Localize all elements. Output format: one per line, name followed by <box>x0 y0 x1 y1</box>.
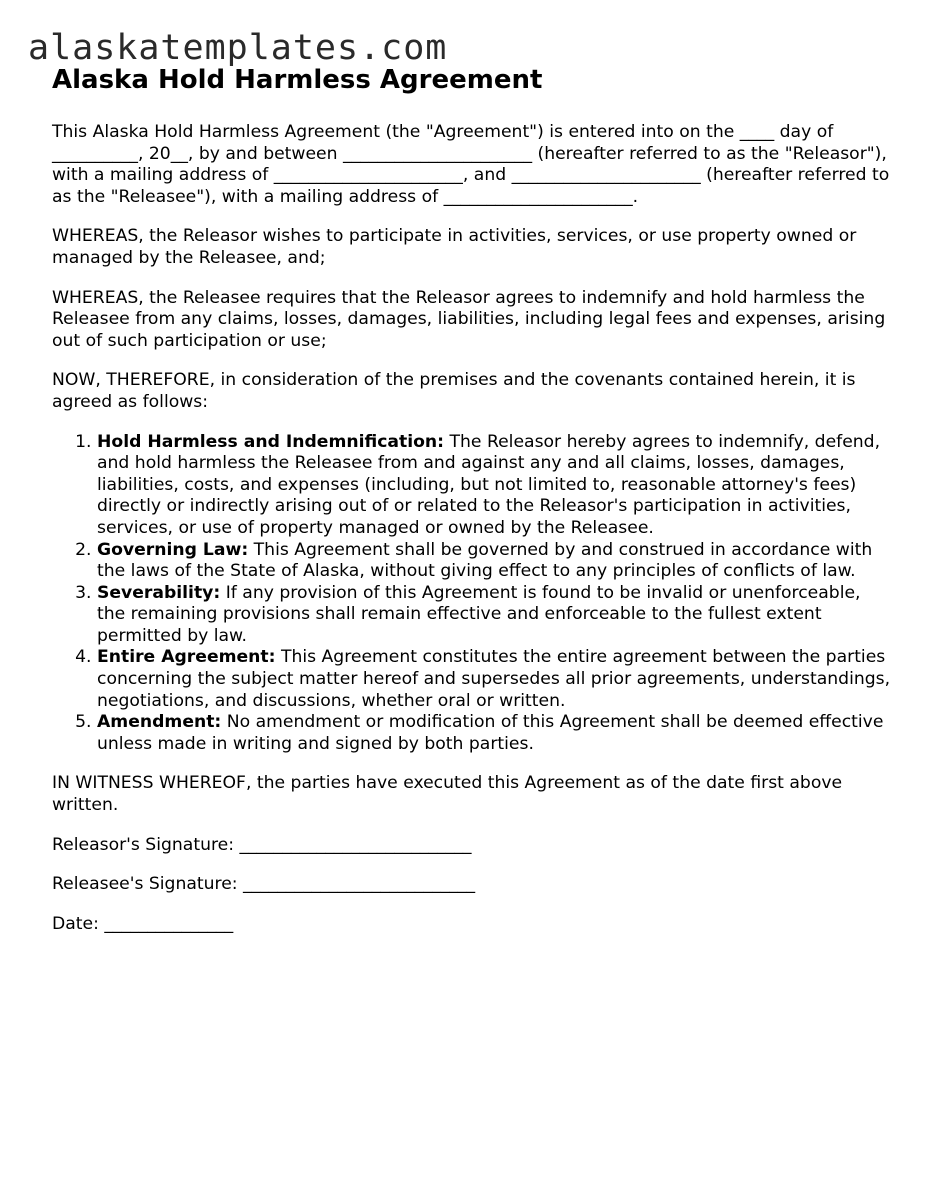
intro-paragraph: This Alaska Hold Harmless Agreement (the "Agreement") is entered into on the ____ day of __________, 20__, by and between ______________________ (hereafter referred to as the "Releasor"), with a mailing address of ______________________, and ______________________ (hereafter referred to as the "Releasee"), with a mailing address of ______________________. <box>52 122 890 207</box>
releasee-signature-line: Releasee's Signature: ___________________________ <box>52 874 476 895</box>
clause-item <box>97 540 892 583</box>
agreement-document <box>52 62 892 953</box>
now-therefore-paragraph: NOW, THEREFORE, in consideration of the premises and the covenants contained herein, it is agreed as follows: <box>52 370 856 412</box>
clauses-list <box>52 432 892 756</box>
clause-item <box>97 647 892 712</box>
whereas-paragraph-1: WHEREAS, the Releasor wishes to participate in activities, services, or use property owned or managed by the Releasee, and; <box>52 226 857 268</box>
clause-heading: Entire Agreement: <box>97 647 276 668</box>
clause-text: The Releasor hereby agrees to indemnify, defend, and hold harmless the Releasee from and against any and all claims, losses, damages, liabilities, costs, and expenses (including, but not limited to, reasonable attorney's fees) directly or indirectly arising out of or related to the Releasor's participation in activities, services, or use of property managed or owned by the Releasee. <box>97 431 881 538</box>
clause-text: This Agreement shall be governed by and construed in accordance with the laws of the State of Alaska, without giving effect to any principles of conflicts of law. <box>97 539 873 582</box>
whereas-paragraph-2: WHEREAS, the Releasee requires that the Releasor agrees to indemnify and hold harmless the Releasee from any claims, losses, damages, liabilities, including legal fees and expenses, arising out of such participation or use; <box>52 287 886 351</box>
document-title: Alaska Hold Harmless Agreement <box>52 65 543 95</box>
clause-text: No amendment or modification of this Agreement shall be deemed effective unless made in writing and signed by both parties. <box>97 712 884 754</box>
releasor-signature-line: Releasor's Signature: ___________________________ <box>52 834 472 855</box>
site-watermark: alaskatemplates.com <box>28 28 448 68</box>
clause-heading: Governing Law: <box>97 539 249 560</box>
clause-text: This Agreement constitutes the entire agreement between the parties concerning the subject matter hereof and supersedes all prior agreements, understandings, negotiations, and discussions, whether oral or written. <box>97 647 891 711</box>
clause-item <box>97 432 892 540</box>
clause-item <box>97 583 892 648</box>
date-line: Date: _______________ <box>52 913 234 934</box>
clause-item <box>97 712 892 755</box>
clause-text: If any provision of this Agreement is found to be invalid or unenforceable, the remaining provisions shall remain effective and enforceable to the fullest extent permitted by law. <box>97 582 861 646</box>
clause-heading: Hold Harmless and Indemnification: <box>97 431 445 452</box>
witness-paragraph: IN WITNESS WHEREOF, the parties have executed this Agreement as of the date first above written. <box>52 773 843 816</box>
clause-heading: Severability: <box>97 582 221 603</box>
clause-heading: Amendment: <box>97 712 222 733</box>
